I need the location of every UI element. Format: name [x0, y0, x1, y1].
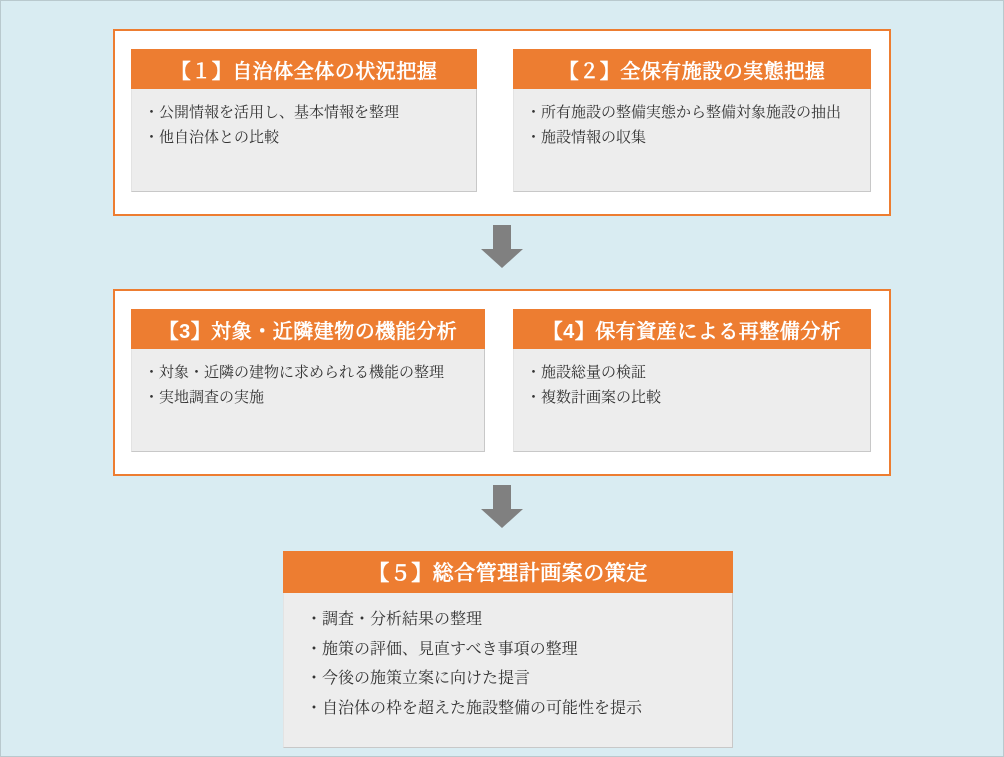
list-item: ・施策の評価、見直すべき事項の整理	[306, 640, 578, 658]
list-item: ・複数計画案の比較	[526, 388, 662, 406]
step-card-4-title: 【4】保有資産による再整備分析	[513, 309, 871, 349]
step-card-4-list	[526, 361, 860, 411]
step-card-3-list	[144, 361, 474, 411]
step-card-1[interactable]	[131, 49, 477, 192]
list-item: ・対象・近隣の建物に求められる機能の整理	[144, 364, 445, 381]
step-card-5[interactable]	[283, 551, 733, 748]
list-item: ・施設総量の検証	[526, 364, 647, 381]
down-arrow-icon	[480, 485, 524, 529]
list-item: ・自治体の枠を超えた施設整備の可能性を提示	[306, 699, 643, 717]
step-card-3[interactable]	[131, 309, 485, 452]
list-item: ・調査・分析結果の整理	[306, 611, 483, 628]
list-item: ・実地調査の実施	[144, 388, 265, 406]
step-card-5-list	[306, 605, 722, 723]
list-item: ・他自治体との比較	[144, 128, 280, 146]
step-card-4[interactable]	[513, 309, 871, 452]
step-card-3-title: 【3】対象・近隣建物の機能分析	[131, 309, 485, 349]
step-card-2-body	[513, 89, 871, 192]
list-item: ・今後の施策立案に向けた提言	[306, 670, 531, 688]
list-item: ・所有施設の整備実態から整備対象施設の抽出	[526, 104, 842, 121]
step-card-2-list	[526, 101, 860, 151]
step-card-1-body	[131, 89, 477, 192]
step-card-2-title: 【２】全保有施設の実態把握	[513, 49, 871, 89]
step-card-1-list	[144, 101, 466, 151]
step-card-5-title: 【５】総合管理計画案の策定	[283, 551, 733, 593]
step-card-5-body	[283, 593, 733, 748]
down-arrow-icon	[480, 225, 524, 269]
step-card-2[interactable]	[513, 49, 871, 192]
step-card-1-title: 【１】自治体全体の状況把握	[131, 49, 477, 89]
step-card-4-body	[513, 349, 871, 452]
list-item: ・公開情報を活用し、基本情報を整理	[144, 104, 400, 121]
step-card-3-body	[131, 349, 485, 452]
list-item: ・施設情報の収集	[526, 128, 647, 146]
